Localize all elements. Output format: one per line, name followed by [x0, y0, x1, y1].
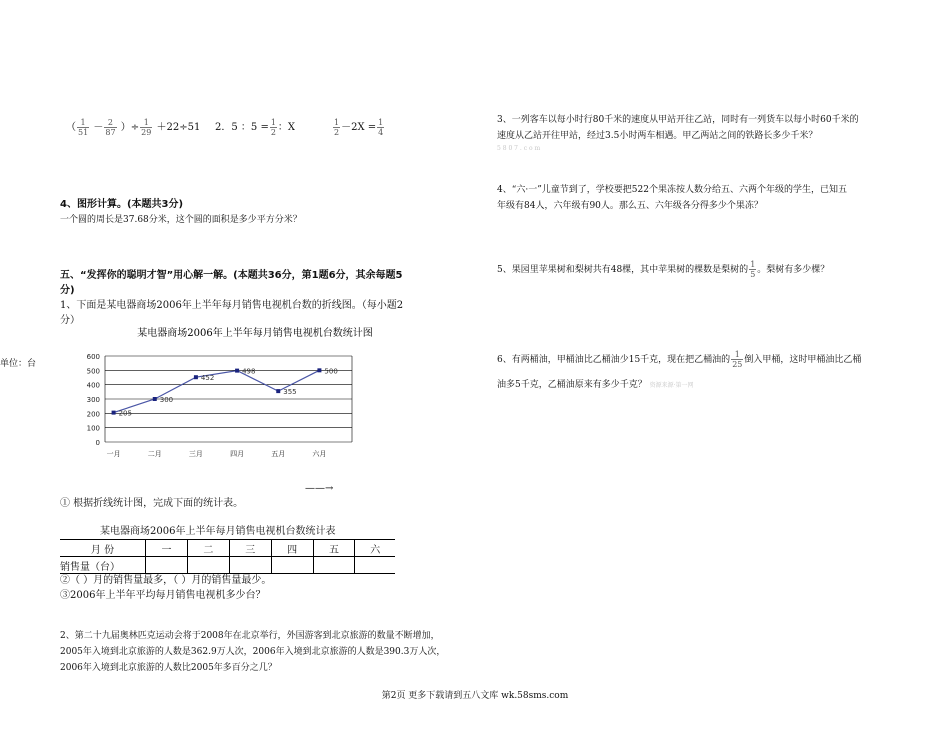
table-cell: [271, 557, 313, 574]
data-point: [112, 411, 116, 415]
data-label: 500: [324, 367, 338, 376]
stats-table: [60, 539, 395, 574]
section-5-title: 五、“发挥你的聪明才智”用心解一解。(本题共36分，第1题6分，其余每题5 分): [60, 270, 403, 296]
table-header-cell: 六: [355, 540, 395, 557]
x-tick-label: 一月: [106, 450, 121, 458]
table-row: [60, 557, 395, 574]
section-4-text: 一个圆的周长是37.68分米，这个圆的面积是多少平方分米？: [60, 215, 302, 225]
table-header-cell: 三: [229, 540, 271, 557]
data-label: 205: [118, 409, 132, 418]
x-tick-label: 四月: [230, 450, 245, 458]
arrow-mark: ——→: [305, 483, 334, 494]
line-chart: [60, 322, 400, 468]
question-1: 1、下面是某电器商场2006年上半年每月销售电视机台数的折线图。（每小题2 分）: [60, 300, 404, 326]
question-3: 3、一列客车以每小时行80千米的速度从甲站开往乙站，同时有一列货车以每小时60千米的 速度从乙站开往甲站，经过3.5小时两车相遇。甲乙两站之间的铁路长多少千米？ 5 8 0 7 . c o m: [497, 112, 917, 154]
question-4: 4、“六·一”儿童节到了，学校要把522个果冻按人数分给五、六两个年级的学生，已知五 年级有84人，六年级有90人。那么五、六年级各分得多少个果冻？: [497, 185, 847, 211]
chart-unit-label: 单位：台: [0, 359, 37, 369]
page-footer: 第2页 更多下载请到五八文库 wk.58sms.com: [381, 691, 569, 701]
y-tick-label: 100: [86, 424, 100, 433]
sub-question-2: ②（ ）月的销售量最多，（ ）月的销售量最少。: [60, 575, 272, 586]
chart-x-ticks: [107, 449, 327, 458]
x-tick-label: 三月: [188, 450, 203, 458]
y-tick-label: 600: [86, 353, 100, 361]
data-label: 355: [283, 388, 297, 397]
y-tick-label: 500: [86, 367, 100, 376]
table-cell: [355, 557, 395, 574]
question-6: 6、有两桶油，甲桶油比乙桶油少15千克，现在把乙桶油的 $\frac{1}{25}$ 倒入甲桶，这时甲桶油比乙桶 油多5千克，乙桶油原来有多少千克？ 资源来源·第一网: [497, 350, 862, 390]
table-cell: [187, 557, 229, 574]
table-header-cell: 二: [187, 540, 229, 557]
table-header-cell: 四: [271, 540, 313, 557]
chart-title: 某电器商场2006年上半年每月销售电视机台数统计图: [137, 328, 373, 339]
table-cell: [313, 557, 355, 574]
question-2: 2、第二十九届奥林匹克运动会将于2008年在北京举行，外国游客到北京旅游的数量不断增加， 2005年入境到北京旅游的人数是362.9万人次，2006年入境到北京旅游的人数是390.3万人次， 2006年入境到北京旅游的人数比2005年多百分之几？: [60, 631, 446, 673]
equation-3: $\frac{1}{2}$ －2X = $\frac{1}{4}$: [334, 118, 384, 137]
table-header-cell: 一: [146, 540, 188, 557]
sub-question-3: ③2006年上半年平均每月销售电视机多少台？: [60, 590, 266, 601]
data-label: 498: [242, 367, 256, 376]
equation-2: 2．5 ：5 = $\frac{1}{2}$ ：X: [215, 118, 296, 137]
watermark: 5 8 0 7 . c o m: [497, 145, 541, 152]
table-header-row: [60, 540, 395, 557]
data-label: 300: [159, 396, 174, 404]
table-cell: [229, 557, 271, 574]
x-tick-label: 六月: [312, 450, 327, 458]
x-tick-label: 五月: [271, 450, 286, 458]
data-point: [276, 389, 280, 393]
y-tick-label: 0: [95, 439, 100, 447]
watermark: 资源来源·第一网: [649, 382, 694, 389]
data-point: [317, 368, 321, 372]
data-point: [194, 375, 198, 379]
x-tick-label: 二月: [147, 450, 162, 458]
data-point: [235, 369, 239, 373]
y-tick-label: 200: [86, 410, 100, 419]
table-cell: [146, 557, 188, 574]
table-header-cell: 五: [313, 540, 355, 557]
data-label: 452: [200, 374, 215, 383]
chart-data-labels: [119, 367, 338, 417]
chart-grid: [105, 356, 352, 442]
y-tick-label: 400: [86, 381, 100, 390]
y-tick-label: 300: [86, 396, 100, 404]
sub-question-1: ① 根据折线统计图，完成下面的统计表。: [60, 498, 244, 509]
section-4-title: 4、图形计算。(本题共3分): [60, 199, 184, 210]
table-title: 某电器商场2006年上半年每月销售电视机台数统计表: [100, 526, 336, 537]
question-5: 5、果园里苹果树和梨树共有48棵，其中苹果树的棵数是梨树的 $\frac{1}{5}$ 。梨树有多少棵？: [497, 260, 830, 279]
table-header-cell: 月 份: [60, 540, 146, 557]
chart-y-ticks: [87, 353, 100, 447]
table-row-label: 销售量（台）: [60, 557, 146, 574]
data-point: [153, 397, 157, 401]
equation-1: （ $\frac{1}{51}$ － $\frac{2}{87}$ ）÷ $\frac{1}{29}$ ＋22÷51: [66, 118, 201, 137]
